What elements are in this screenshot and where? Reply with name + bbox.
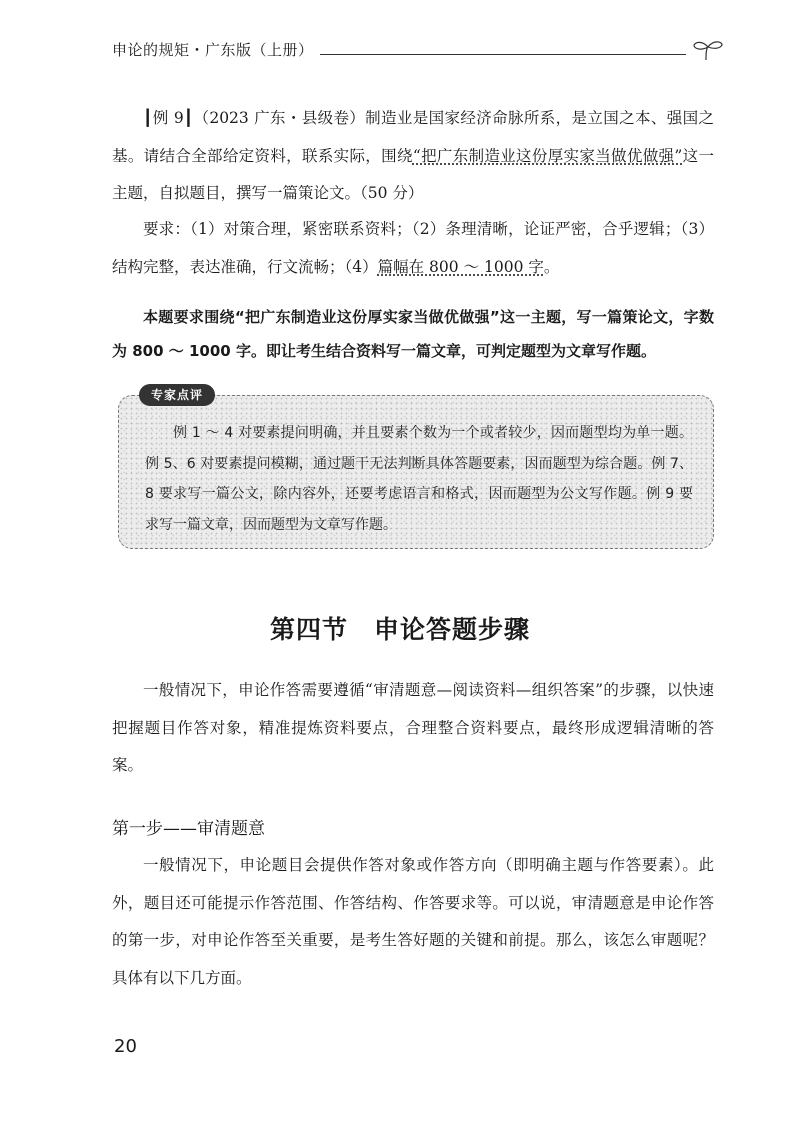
analysis-paragraph: 本题要求围绕“把广东制造业这份厚实家当做优做强”这一主题，写一篇策论文，字数为 800 ～ 1000 字。即让考生结合资料写一篇文章，可判定题型为文章写作题。 xyxy=(112,308,714,360)
example-text-end: 这一主题，自拟题目，撰写一篇策论文。（50 分） xyxy=(112,146,714,202)
example-paragraph xyxy=(112,99,714,213)
requirements-text: 要求：（1）对策合理，紧密联系资料；（2）条理清晰，论证严密，合乎逻辑；（3）结构完整，表达准确，行文流畅；（4） xyxy=(112,220,714,276)
header-rule xyxy=(320,54,686,55)
expert-comment-box xyxy=(118,388,714,549)
section-intro: 一般情况下，申论作答需要遵循“审清题意—阅读资料—组织答案”的步骤，以快速把握题目作答对象，精准提炼资料要点，合理整合资料要点，最终形成逻辑清晰的答案。 xyxy=(112,681,714,774)
expert-comment-badge: 专家点评 xyxy=(139,384,215,406)
page-number: 20 xyxy=(114,1036,137,1057)
step-paragraph: 一般情况下，申论题目会提供作答对象或作答方向（即明确主题与作答要素）。此外，题目还可能提示作答范围、作答结构、作答要求等。可以说，审清题意是申论作答的第一步，对申论作答至关重要，是考生答好题的关键和前提。那么，该怎么审题呢？具体有以下几方面。 xyxy=(112,856,714,987)
example-label-bracket-left: ┃ xyxy=(143,108,153,127)
header-title: 申论的规矩・广东版（上册） xyxy=(112,41,314,59)
expert-comment-text: 例 1 ～ 4 对要素提问明确，并且要素个数为一个或者较少，因而题型均为单一题。例 5、6 对要素提问模糊，通过题干无法判断具体答题要素，因而题型为综合题。例 7、8 要求写一篇公文，除内容外，还要考虑语言和格式，因而题型为公文写作题。例 9 要求写一篇文章，因而题型为文章写作题。 xyxy=(145,425,693,533)
requirements-length: 篇幅在 800 ～ 1000 字 xyxy=(377,257,544,276)
section-number: 第四节 xyxy=(269,615,348,644)
example-topic: “把广东制造业这份厚实家当做优做强” xyxy=(412,146,683,165)
page-header xyxy=(112,38,722,62)
example-label-bracket-right: ┃ xyxy=(183,108,194,127)
example-label: 例 9 xyxy=(152,109,184,127)
example-text: （2023 广东・县级卷）制造业是国家经济命脉所系，是立国之本、强国之基。请结合全部给定资料，联系实际，围绕 xyxy=(112,109,714,165)
requirements-paragraph xyxy=(112,211,714,286)
section-name: 申论答题步骤 xyxy=(374,615,531,644)
section-title xyxy=(0,612,800,648)
requirements-end: 。 xyxy=(543,257,560,276)
sprout-icon xyxy=(688,38,728,62)
step-heading: 第一步——审清题意 xyxy=(112,819,265,839)
